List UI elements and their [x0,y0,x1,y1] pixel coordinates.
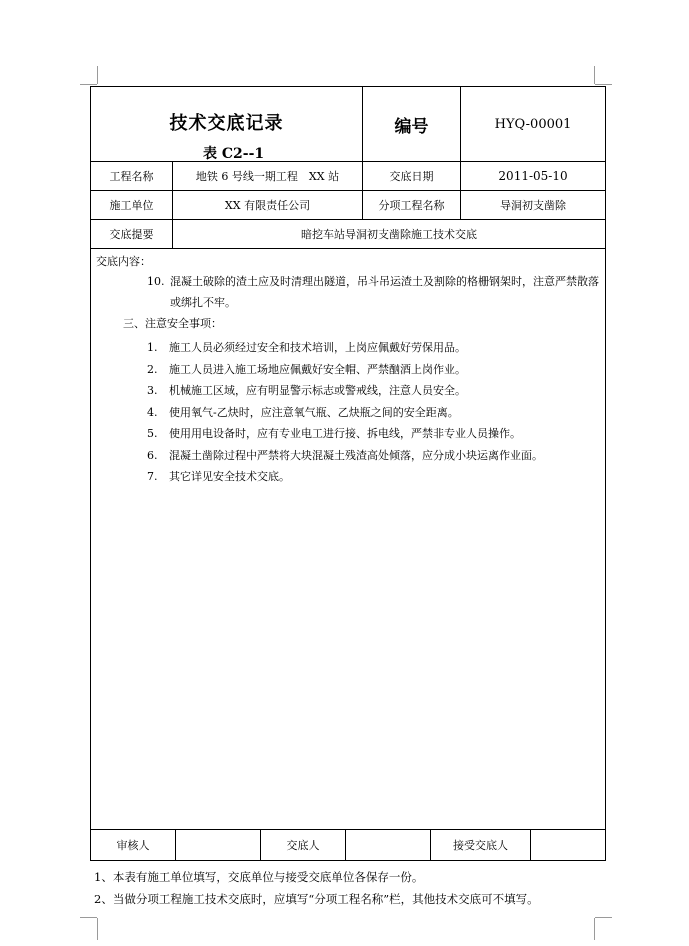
safety-item-text: 机械施工区域，应有明显警示标志或警戒线，注意人员安全。 [169,384,466,397]
safety-item [147,466,599,488]
safety-item-number: 2. [147,362,158,376]
safety-item-number: 1. [147,341,158,354]
safety-item-text: 施工人员进入施工场地应佩戴好安全帽、严禁酗酒上岗作业。 [169,362,466,376]
disclosure-content [91,249,606,830]
safety-item-number: 3. [147,384,158,397]
code-value: HYQ-00001 [461,87,606,162]
date-label: 交底日期 [363,162,461,191]
safety-item-text: 施工人员必须经过安全和技术培训，上岗应佩戴好劳保用品。 [169,341,466,354]
form-table [90,86,606,830]
safety-item [147,445,599,467]
summary-value: 暗挖车站导洞初支凿除施工技术交底 [173,220,606,249]
receiver-label: 接受交底人 [431,830,531,861]
crop-mark-bottom-left-v [97,918,98,940]
reviewer-signature-field[interactable] [176,830,261,861]
date-value: 2011-05-10 [461,162,606,191]
crop-mark-top-left-v [97,66,98,84]
project-name-value: 地铁 6 号线一期工程 XX 站 [173,162,363,191]
safety-items-list [147,337,599,488]
footnotes [94,866,539,910]
safety-item [147,380,599,402]
unit-value: XX 有限责任公司 [173,191,363,220]
code-label: 编号 [363,87,461,162]
item-10-number: 10. [147,275,165,288]
safety-item [147,337,599,359]
title-cell [91,87,363,162]
safety-item-text: 使用氧气-乙炔时，应注意氧气瓶、乙炔瓶之间的安全距离。 [169,405,459,419]
content-heading: 交底内容： [96,255,151,268]
sub-project-value: 导洞初支凿除 [461,191,606,220]
unit-label: 施工单位 [91,191,173,220]
project-name-label: 工程名称 [91,162,173,191]
footnote-2: 2、当做分项工程施工技术交底时，应填写“分项工程名称”栏，其他技术交底可不填写。 [94,892,539,906]
content-item-10 [147,271,599,313]
crop-mark-top-right-v [594,66,595,84]
discloser-label: 交底人 [261,830,346,861]
receiver-signature-field[interactable] [531,830,606,861]
safety-item-text: 其它详见安全技术交底。 [169,470,290,483]
discloser-signature-field[interactable] [346,830,431,861]
crop-mark-top-right-h [595,84,612,85]
reviewer-label: 审核人 [91,830,176,861]
form-title: 技术交底记录 [169,113,284,134]
technical-disclosure-form [90,86,605,861]
table-number: 表 C2--1 [203,146,265,162]
safety-item-text: 混凝土凿除过程中严禁将大块混凝土残渣高处倾落，应分成小块运离作业面。 [169,448,543,462]
safety-item-number: 5. [147,427,158,440]
crop-mark-bottom-right-v [594,918,595,940]
footnote-1: 1、本表有施工单位填写，交底单位与接受交底单位各保存一份。 [94,870,424,884]
crop-mark-bottom-left-h [80,917,97,918]
section-3-title: 三、注意安全事项： [123,317,222,330]
sub-project-label: 分项工程名称 [363,191,461,220]
item-10-text: 混凝土破除的渣土应及时清理出隧道，吊斗吊运渣土及割除的格栅钢架时，注意严禁散落或绑扎不牢。 [170,275,599,309]
safety-item [147,402,599,424]
safety-item-number: 6. [147,448,158,462]
safety-item-number: 7. [147,470,158,483]
safety-item [147,423,599,445]
safety-item-text: 使用用电设备时，应有专业电工进行接、拆电线，严禁非专业人员操作。 [169,427,521,440]
crop-mark-top-left-h [80,84,97,85]
crop-mark-bottom-right-h [595,917,612,918]
signature-table [90,830,606,861]
safety-item [147,359,599,381]
safety-item-number: 4. [147,405,158,419]
summary-label: 交底提要 [91,220,173,249]
